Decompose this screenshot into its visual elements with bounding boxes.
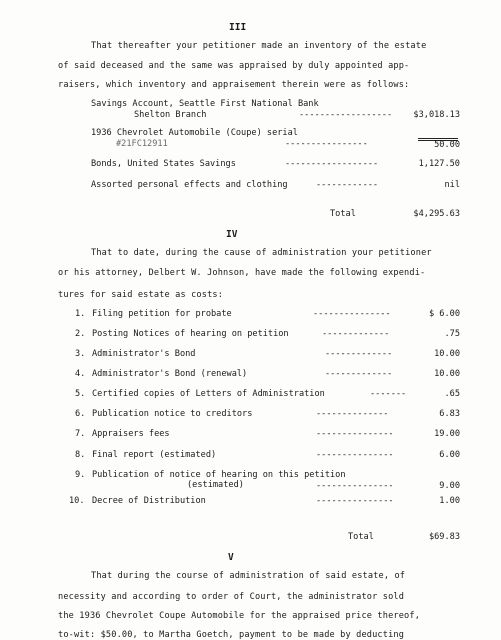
amount-double-rule — [418, 138, 458, 141]
section-4-paragraph-line: That to date, during the cause of administration your petitioner — [91, 248, 432, 258]
expense-item-leader: --------------- — [313, 309, 391, 319]
inventory-item-leader: ------------------ — [285, 159, 379, 169]
inventory-item-amount: $3,018.13 — [413, 110, 460, 120]
section-3-paragraph-line: of said deceased and the same was appraised by duly appointed app- — [58, 61, 410, 71]
section-4-paragraph-line: tures for said estate as costs: — [58, 290, 224, 300]
expense-item-number: 7. — [75, 429, 86, 439]
expense-item-number: 9. — [75, 470, 86, 480]
expense-item-label: Publication notice to creditors — [92, 409, 253, 419]
expense-item-leader: -------------- — [316, 409, 389, 419]
expense-item-label: Posting Notices of hearing on petition — [92, 329, 289, 339]
expense-item-sublabel: (estimated) — [187, 480, 244, 490]
expense-item-number: 6. — [75, 409, 86, 419]
expense-item-leader: ------- — [370, 389, 407, 399]
inventory-item-label: Savings Account, Seattle First National Bank — [91, 99, 319, 109]
section-5-paragraph-line: That during the course of administration of said estate, of — [91, 571, 406, 581]
section-5-paragraph-line: necessity and according to order of Court, the administrator sold — [58, 592, 405, 602]
inventory-item-leader: ------------------ — [299, 110, 393, 120]
expense-item-number: 8. — [75, 450, 86, 460]
expense-item-label: Final report (estimated) — [92, 450, 217, 460]
expense-item-label: Appraisers fees — [92, 429, 170, 439]
expense-item-number: 2. — [75, 329, 86, 339]
expense-item-amount: 19.00 — [434, 429, 460, 439]
expense-item-label: Administrator's Bond — [92, 349, 196, 359]
section-5-paragraph-line: to-wit: $50.00, to Martha Goetch, payment to be made by deducting — [58, 630, 405, 640]
expense-item-label: Decree of Distribution — [92, 496, 206, 506]
inventory-total-amount: $4,295.63 — [413, 209, 460, 219]
expense-item-amount: .65 — [444, 389, 460, 399]
inventory-item-leader: ------------ — [316, 180, 379, 190]
expense-item-amount: $ 6.00 — [428, 309, 460, 319]
expense-item-leader: --------------- — [316, 429, 394, 439]
expense-item-amount: 1.00 — [439, 496, 460, 506]
section-3-heading: III — [229, 22, 247, 33]
expense-item-label: Publication of notice of hearing on this petition — [92, 470, 346, 480]
section-4-heading: IV — [226, 229, 238, 240]
expense-item-number: 3. — [75, 349, 86, 359]
expense-item-label: Certified copies of Letters of Administration — [92, 389, 325, 399]
expense-item-leader: ------------- — [325, 369, 393, 379]
expense-item-leader: ------------- — [322, 329, 390, 339]
inventory-total-label: Total — [330, 209, 356, 219]
expense-item-leader: --------------- — [316, 496, 394, 506]
section-4-paragraph-line: or his attorney, Delbert W. Johnson, have made the following expendi- — [58, 268, 426, 278]
section-5-heading: V — [228, 552, 234, 563]
section-3-paragraph-line: raisers, which inventory and appraisement therein were as follows: — [58, 80, 410, 90]
expense-item-number: 1. — [75, 309, 86, 319]
section-5-paragraph-line: the 1936 Chevrolet Coupe Automobile for the appraised price thereof, — [58, 611, 421, 621]
expense-total-label: Total — [348, 532, 374, 542]
expense-item-label: Filing petition for probate — [92, 309, 232, 319]
inventory-item-amount: 50.00 — [434, 140, 460, 150]
inventory-item-leader: ---------------- — [285, 139, 368, 149]
inventory-item-amount: nil — [444, 180, 460, 190]
expense-item-amount: 9.00 — [439, 481, 460, 491]
inventory-item-label: Bonds, United States Savings — [91, 159, 236, 169]
expense-item-number: 4. — [75, 369, 86, 379]
expense-item-amount: 6.00 — [439, 450, 460, 460]
expense-item-amount: .75 — [444, 329, 460, 339]
inventory-item-sublabel: Shelton Branch — [134, 110, 207, 120]
expense-item-amount: 10.00 — [434, 349, 460, 359]
expense-total-amount: $69.83 — [428, 532, 460, 542]
expense-item-leader: --------------- — [316, 450, 394, 460]
inventory-item-amount: 1,127.50 — [418, 159, 460, 169]
inventory-item-label: Assorted personal effects and clothing — [91, 180, 288, 190]
inventory-item-label: 1936 Chevrolet Automobile (Coupe) serial — [91, 128, 298, 138]
expense-item-number: 5. — [75, 389, 86, 399]
expense-item-leader: --------------- — [316, 481, 394, 491]
expense-item-leader: ------------- — [325, 349, 393, 359]
expense-item-number: 10. — [69, 496, 85, 506]
section-3-paragraph-line: That thereafter your petitioner made an inventory of the estate — [91, 41, 427, 51]
expense-item-amount: 6.83 — [439, 409, 460, 419]
expense-item-label: Administrator's Bond (renewal) — [92, 369, 248, 379]
expense-item-amount: 10.00 — [434, 369, 460, 379]
inventory-item-sublabel: #21FC12911 — [116, 139, 168, 149]
